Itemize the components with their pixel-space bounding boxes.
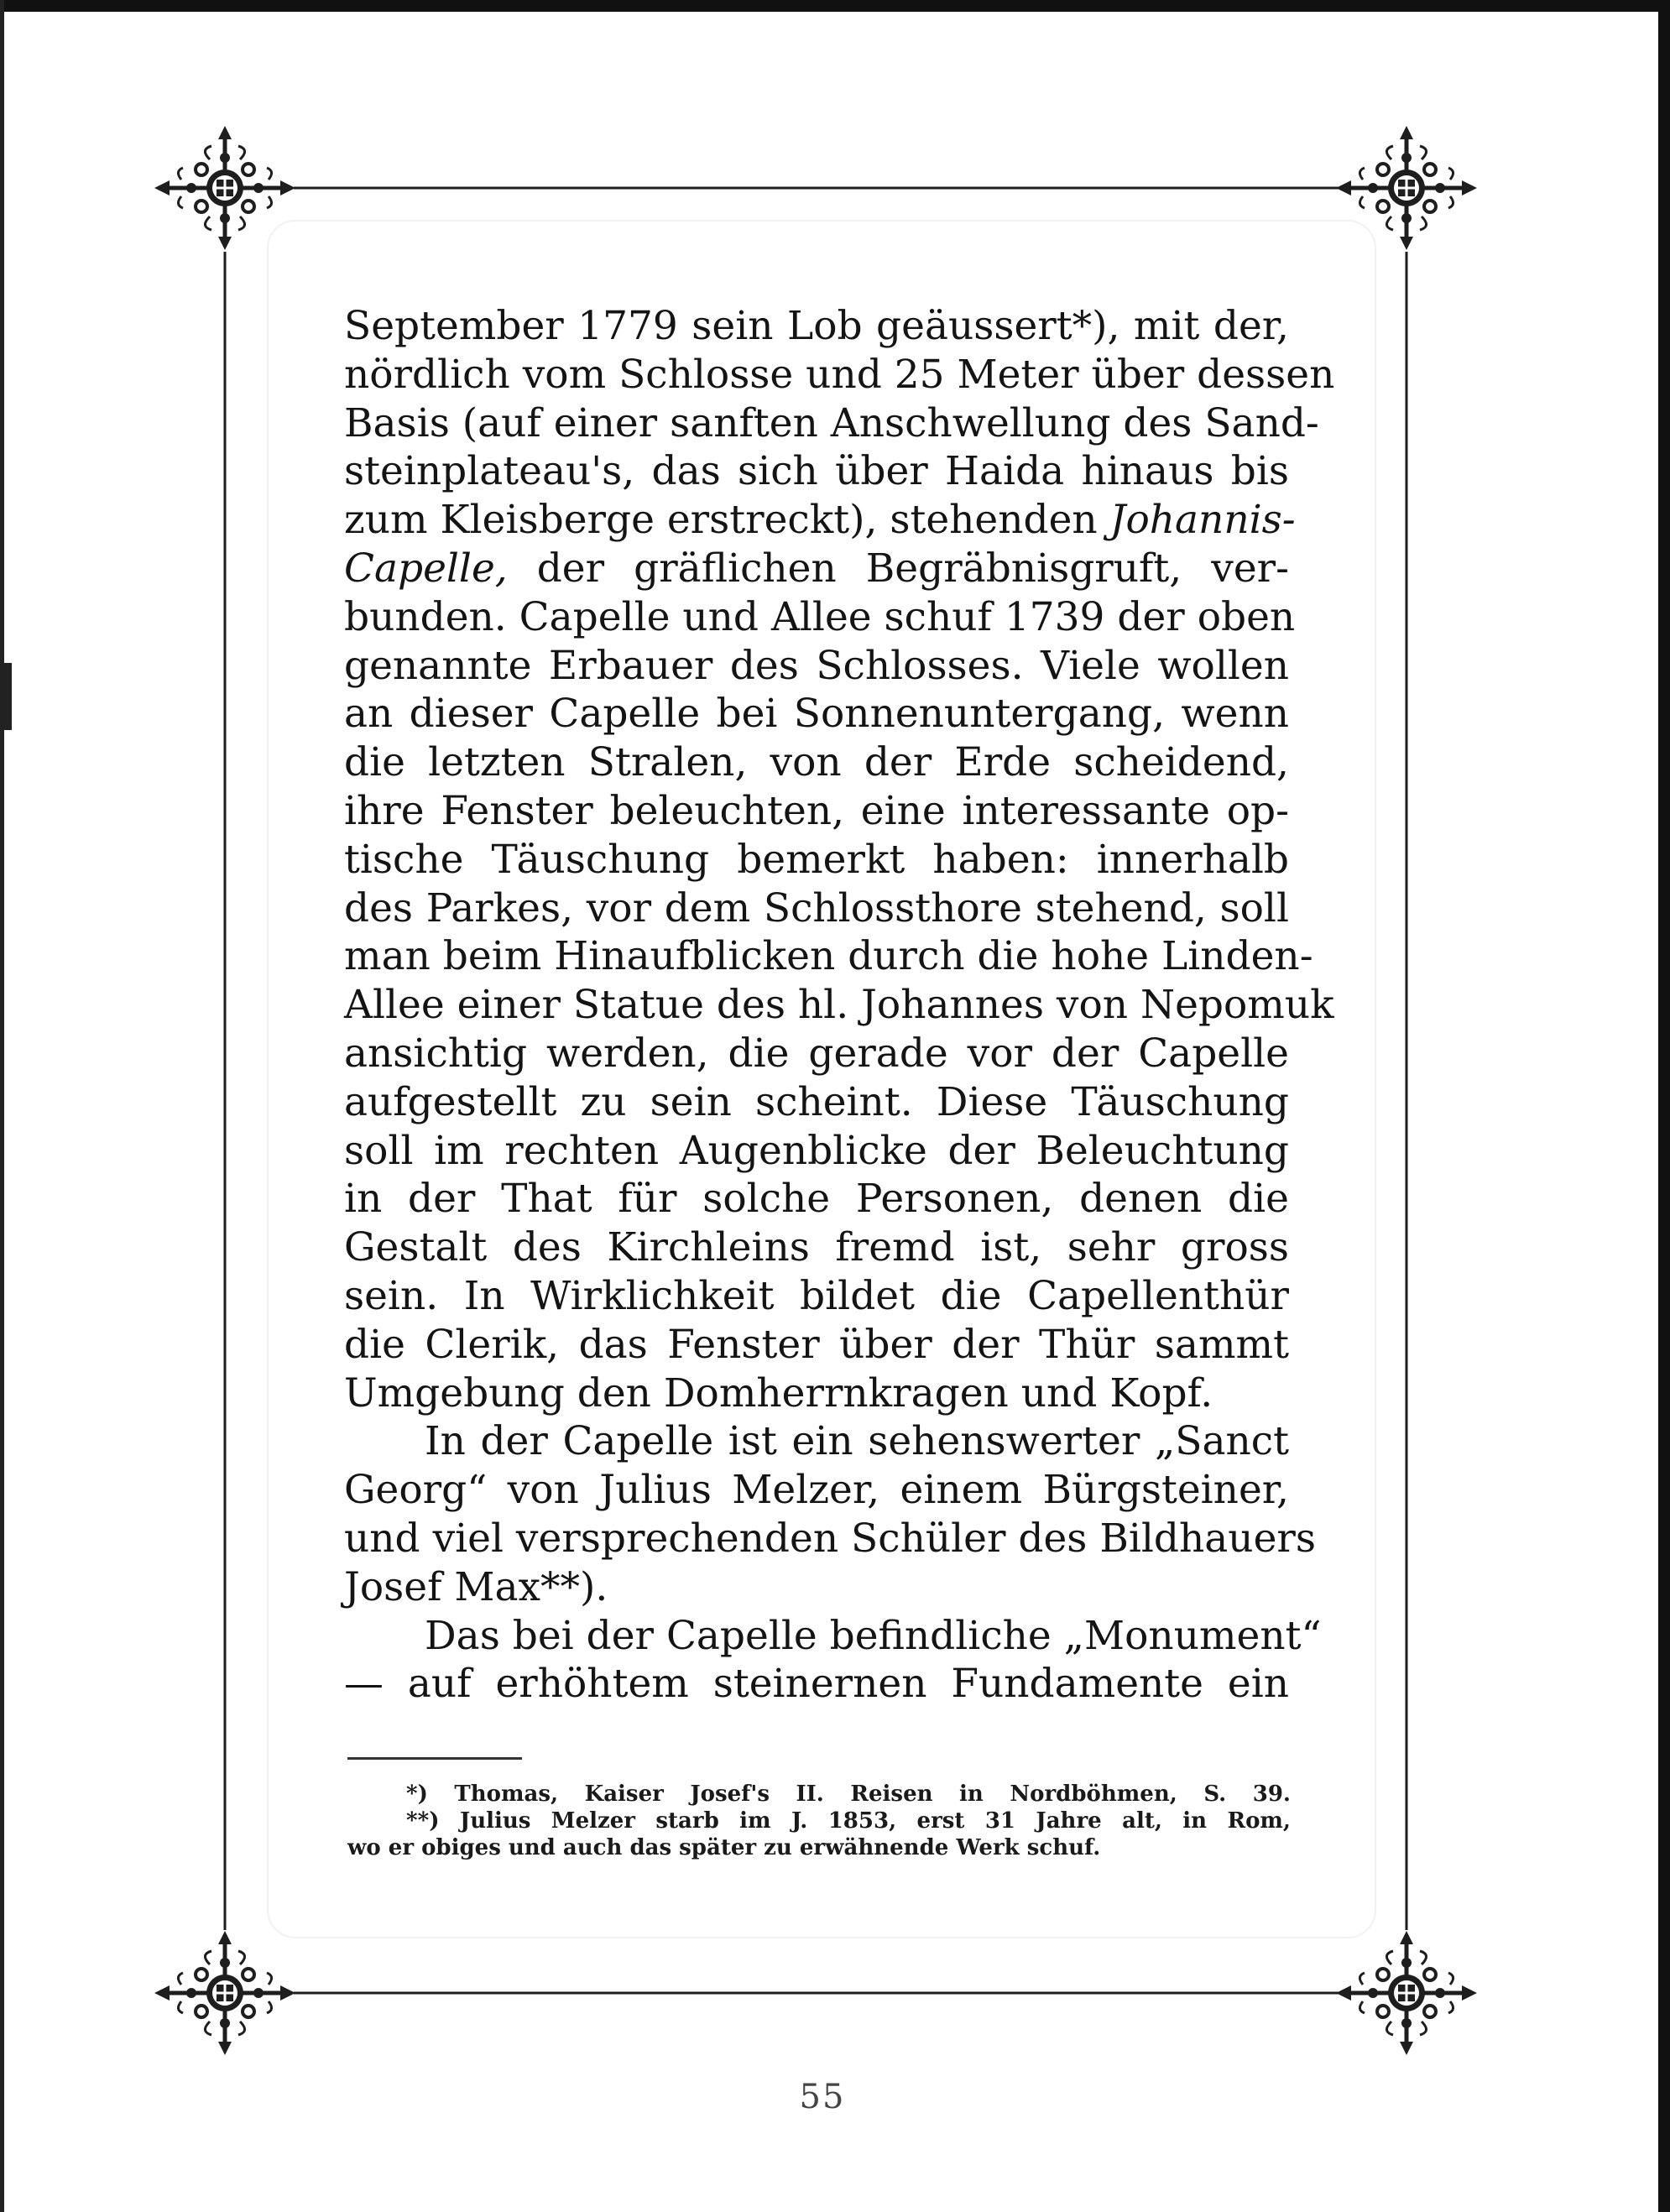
text-segment: zum Kleisberge erstreckt), stehenden [344,497,1110,544]
text-line: Josef Max**). [344,1563,608,1610]
text-line: soll im rechten Augenblicke der Beleuchtung [344,1127,1289,1174]
text-line: sein. In Wirklichkeit bildet die Capellenthür [344,1272,1289,1319]
footnotes [347,1781,1291,1861]
text-line: an dieser Capelle bei Sonnenuntergang, wenn [344,691,1289,738]
text-line: die letzten Stralen, von der Erde scheidend, [344,739,1289,786]
text-line: Gestalt des Kirchleins fremd ist, sehr gross [344,1224,1289,1271]
text-line: Georg“ von Julius Melzer, einem Bürgsteiner, [344,1467,1289,1514]
footnote-line: *) Thomas, Kaiser Josef's II. Reisen in Nordböhmen, S. 39. [406,1782,1291,1807]
page-number: 55 [799,2078,846,2116]
text-line [344,545,1289,593]
text-line: ansichtig werden, die gerade vor der Capelle [344,1030,1289,1077]
text-line: — auf erhöhtem steinernen Fundamente ein [344,1661,1289,1708]
text-line: In der Capelle ist ein sehenswerter „Sanct [425,1418,1289,1465]
text-line [344,496,1296,545]
text-line: steinplateau's, das sich über Haida hinaus bis [344,448,1289,495]
text-line: in der That für solche Personen, denen die [344,1176,1289,1223]
text-line: bunden. Capelle und Allee schuf 1739 der oben [344,593,1296,640]
text-line: genannte Erbauer des Schlosses. Viele wollen [344,642,1289,689]
corner-ornament-bottom-right [1336,1931,1477,2055]
italic-text-segment: Johannis- [1109,497,1296,544]
text-line: und viel versprechenden Schüler des Bildhauers [344,1515,1316,1562]
text-line: Umgebung den Domherrnkragen und Kopf. [344,1369,1213,1416]
text-line: aufgestellt zu sein scheint. Diese Täuschung [344,1078,1289,1125]
text-segment: der gräflichen Begräbnisgruft, ver- [507,545,1289,592]
text-line: man beim Hinaufblicken durch die hohe Linden- [344,933,1313,980]
corner-ornament-bottom-left [154,1931,295,2055]
body-text [344,302,1335,1709]
footnote-divider [347,1757,522,1760]
footnote-line: **) Julius Melzer starb im J. 1853, erst 31 Jahre alt, in Rom, [406,1808,1291,1834]
text-line: tische Täuschung bemerkt haben: innerhalb [344,836,1289,883]
text-line: Basis (auf einer sanften Anschwellung des Sand- [344,399,1319,446]
footnote-line: wo er obiges und auch das später zu erwähnende Werk schuf. [347,1835,1101,1860]
text-line: Das bei der Capelle befindliche „Monument“ [425,1612,1322,1659]
italic-text-segment: Capelle, [344,545,508,592]
text-line: ihre Fenster beleuchten, eine interessante op- [344,787,1289,834]
text-line: des Parkes, vor dem Schlossthore stehend, soll [344,884,1289,931]
text-line: September 1779 sein Lob geäussert*), mit der, [344,303,1289,349]
text-line: nördlich vom Schlosse und 25 Meter über dessen [344,351,1335,398]
text-line: Allee einer Statue des hl. Johannes von Nepomuk [344,982,1334,1029]
text-line: die Clerik, das Fenster über der Thür sammt [344,1321,1289,1368]
